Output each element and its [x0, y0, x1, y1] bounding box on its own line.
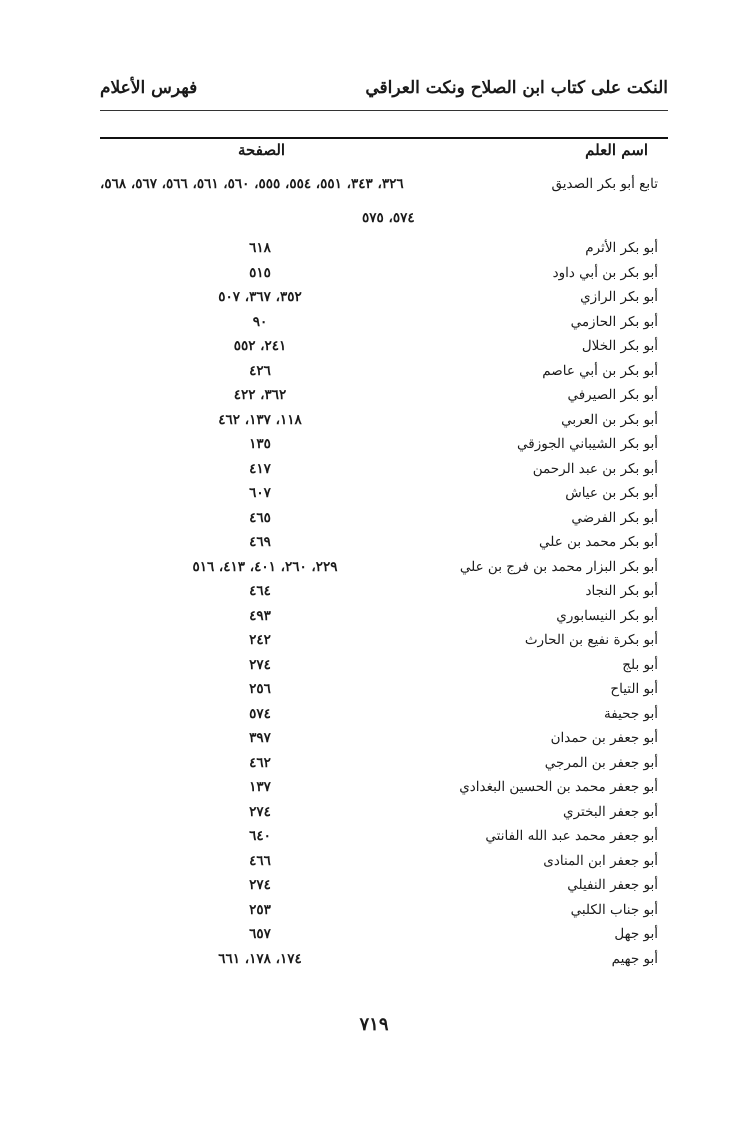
page-references: ٥٧٤: [249, 705, 271, 722]
person-name: أبو جعفر النفيلي: [567, 877, 658, 893]
index-row: [100, 604, 668, 629]
index-row: [100, 481, 668, 506]
index-row: [100, 824, 668, 849]
index-row: [100, 726, 668, 751]
index-row: [100, 506, 668, 531]
page-references: ٣٦٢، ٤٢٢: [233, 387, 287, 403]
person-name: أبو بكر النيسابوري: [556, 607, 658, 624]
person-name: أبو بكر الشيباني الجوزقي: [517, 436, 658, 452]
person-name: أبو بكر الحازمي: [570, 313, 658, 330]
index-row: [100, 800, 668, 825]
person-name: أبو جعفر البختري: [563, 803, 658, 820]
person-name: أبو جعفر محمد بن الحسين البغدادي: [459, 779, 658, 795]
index-row: [100, 408, 668, 433]
index-row: [100, 579, 668, 604]
index-row: [100, 432, 668, 457]
page-references: ٤٦٦: [249, 852, 271, 869]
person-name: أبو بكر الصيرفي: [567, 387, 658, 403]
index-row: [100, 849, 668, 874]
page-number: ٧١٩: [359, 1014, 389, 1035]
page-references: ٦٤٠: [249, 828, 271, 844]
person-name: أبو بكرة نفيع بن الحارث: [524, 632, 658, 648]
page-references: ٤١٧: [249, 460, 271, 477]
index-row: [100, 261, 668, 286]
page-references: ٤٩٣: [249, 607, 271, 624]
index-row: [100, 530, 668, 555]
page-references: ١٣٧: [249, 779, 271, 795]
index-row: [100, 555, 668, 580]
index-row: [100, 677, 668, 702]
page-references: ٢٧٤: [249, 656, 271, 673]
page-references: ٢٥٦: [249, 681, 271, 697]
person-name: أبو جعفر بن المرجي: [544, 754, 658, 771]
page-references: ٤٦٤: [249, 583, 271, 599]
column-header-pages: الصفحة: [238, 141, 286, 159]
person-name: أبو بلج: [622, 656, 658, 673]
person-name: أبو جهل: [614, 926, 658, 942]
index-row: [100, 172, 668, 202]
index-row: [100, 310, 668, 335]
page-references: ٢٥٣: [249, 901, 271, 918]
page-references: ٤٦٩: [249, 534, 271, 550]
page-references: ٢٧٤: [249, 803, 271, 820]
person-name: أبو جعفر ابن المنادى: [543, 852, 658, 869]
person-name: أبو جعفر بن حمدان: [550, 730, 658, 746]
page-references: ٩٠: [252, 313, 268, 330]
person-name: أبو جهيم: [611, 950, 658, 967]
index-row: [100, 898, 668, 923]
page-references: ٥٧٤، ٥٧٥: [362, 210, 415, 226]
person-name: أبو بكر الفرضي: [571, 509, 658, 526]
index-row: [100, 359, 668, 384]
section-title: فهرس الأعلام: [100, 78, 198, 98]
index-row: [100, 628, 668, 653]
person-name: أبو بكر بن عبد الرحمن: [532, 460, 658, 477]
person-name: أبو جحيفة: [604, 705, 658, 722]
page-references: ١٣٥: [249, 436, 271, 452]
index-row: [100, 775, 668, 800]
page-references: ٣٢٦، ٣٤٣، ٥٥١، ٥٥٤، ٥٥٥، ٥٦٠، ٥٦١، ٥٦٦، ٥٦٧، ٥٦٨،: [100, 176, 404, 192]
person-name: أبو بكر بن العربي: [561, 411, 658, 428]
person-name: أبو بكر بن أبي داود: [552, 264, 658, 281]
index-row: [100, 236, 668, 261]
index-row: [100, 457, 668, 482]
page-references: ٦٥٧: [249, 926, 271, 942]
person-name: أبو بكر النجاد: [585, 583, 658, 599]
index-row: [100, 873, 668, 898]
page-references: ٢٧٤: [249, 877, 271, 893]
page-references: ٢٤٢: [249, 632, 271, 648]
person-name: أبو التياح: [610, 681, 658, 697]
index-row: [100, 653, 668, 678]
person-name: أبو بكر بن عياش: [565, 485, 658, 501]
person-name: أبو بكر الأثرم: [585, 240, 658, 256]
page-references: ٢٤١، ٥٥٢: [233, 338, 287, 354]
person-name: أبو بكر محمد بن علي: [539, 534, 658, 550]
column-header-name: اسم العلم: [585, 141, 648, 159]
page-references: ٤٢٦: [249, 362, 271, 379]
person-name: أبو بكر بن أبي عاصم: [542, 362, 658, 379]
person-name: أبو جناب الكلبي: [570, 901, 658, 918]
person-name: أبو جعفر محمد عبد الله الفانتي: [485, 828, 658, 844]
index-row: [100, 922, 668, 947]
index-row: [100, 751, 668, 776]
page-references: ٣٩٧: [249, 730, 271, 746]
index-row: [100, 702, 668, 727]
book-title: النكت على كتاب ابن الصلاح ونكت العراقي: [365, 78, 668, 98]
running-header: [100, 78, 668, 108]
page-references: ٣٥٢، ٣٦٧، ٥٠٧: [218, 289, 302, 305]
page-references: ٦٠٧: [249, 485, 271, 501]
index-row: [100, 202, 668, 236]
index-row: [100, 334, 668, 359]
page-references: ١١٨، ١٣٧، ٤٦٢: [218, 411, 302, 428]
table-rule: [100, 137, 668, 139]
person-name: تابع أبو بكر الصديق: [551, 176, 658, 192]
index-row: [100, 285, 668, 310]
index-entries: [100, 172, 668, 971]
page-references: ١٧٤، ١٧٨، ٦٦١: [218, 950, 302, 967]
index-row: [100, 383, 668, 408]
page-references: ٤٦٥: [249, 509, 271, 526]
index-row: [100, 947, 668, 972]
person-name: أبو بكر البزار محمد بن فرج بن علي: [459, 558, 658, 575]
page-references: ٦١٨: [249, 240, 271, 256]
page-references: ٢٢٩، ٢٦٠، ٤٠١، ٤١٣، ٥١٦: [192, 558, 338, 575]
header-rule: [100, 110, 668, 111]
person-name: أبو بكر الرازي: [580, 289, 658, 305]
person-name: أبو بكر الخلال: [581, 338, 658, 354]
page-references: ٥١٥: [249, 264, 271, 281]
page-references: ٤٦٢: [249, 754, 271, 771]
